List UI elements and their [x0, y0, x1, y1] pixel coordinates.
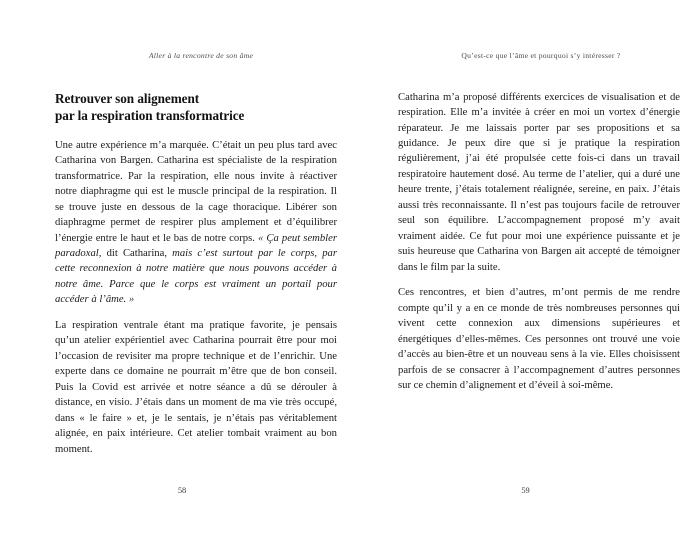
text-run: Ces rencontres, et bien d’autres, m’ont permis de me rendre compte qu’il y a en ce monde de très nombreuses personnes qui vivent cette connexion aux dimensions supérieures et énergétiques d’elles-mêmes. Ces personnes ont trouvé une voie d’accès au bien-être et un nouveau sens à la vie. Elles choisissent parfois de se consacrer à l’accompagnement d’autres personnes sur ce chemin d’alignement et d’éveil à soi-même. [398, 287, 680, 392]
page-number: 58 [177, 485, 187, 495]
quote-run: mais c’est surtout par le corps, par cette reconnexion à notre matière que nous pouvons accéder à notre âme. Parce que le corps est vraiment un portail pour accéder à l’âme. » [55, 247, 337, 306]
paragraph [55, 318, 337, 457]
right-page-running-head: Qu’est-ce que l’âme et pourquoi s’y intéresser ? [461, 51, 621, 60]
right-page [350, 0, 700, 541]
section-heading [55, 90, 337, 125]
quote-run: « Ça peut sembler paradoxal, [55, 232, 337, 259]
text-run: La respiration ventrale étant ma pratique favorite, je pensais qu’un atelier expérientiel avec Catharina pourrait être pour moi l’occasion de revisiter ma propre technique et de l’enrichir. Une experte dans ce domaine ne pourrait m’être que de bon conseil. Puis la Covid est arrivée et notre séance a dû se dérouler à distance, en visio. J’étais dans un moment de ma vie très occupé, dans « le faire » et, je le sentais, je n’étais pas véritablement alignée, en paix intérieure. Cet atelier tombait vraiment au bon moment. [55, 319, 337, 455]
page-number: 59 [521, 485, 530, 495]
paragraph [398, 90, 680, 276]
paragraph [55, 138, 337, 308]
section-heading-line-1: Retrouver son alignement [55, 90, 200, 106]
text-run: Catharina m’a proposé différents exercices de visualisation et de respiration. Elle m’a invitée à créer en moi un vortex d’énergie réparateur. Je me laissais porter par ses propositions et sa guidance. Je peux dire que si je pratique la respiration régulièrement, j’ai été propulsée cette fois-ci dans un travail respiratoire hautement dosé. Au terme de l’atelier, qui a duré une heure trente, j’étais totalement réalignée, sereine, en paix. J’étais aussi très reconnaissante. Il n’est pas toujours facile de retrouver seul son équilibre. L’accompagnement proposé m’y avait vraiment aidée. Ce fut pour moi une expérience puissante et je suis heureuse que Catharina von Bargen ait accepté de témoigner dans le film par la suite. [398, 91, 680, 273]
text-run: dit Catharina, [106, 247, 173, 259]
text-run: Une autre expérience m’a marquée. C’était un peu plus tard avec Catharina von Bargen. Catharina est spécialiste de la respiration transformatrice. Par la respiration, elle nous invite à réactiver notre diaphragme qui est le muscle principal de la respiration. Il se trouve juste en dessous de la cage thoracique. Libérer son diaphragme permet de respirer plus amplement et d’équilibrer l’énergie entre le haut et le bas de notre corps. [55, 139, 337, 244]
section-heading-line-2: par la respiration transformatrice [55, 108, 245, 124]
left-page-running-head: Aller à la rencontre de son âme [148, 51, 254, 60]
paragraph [398, 285, 680, 393]
